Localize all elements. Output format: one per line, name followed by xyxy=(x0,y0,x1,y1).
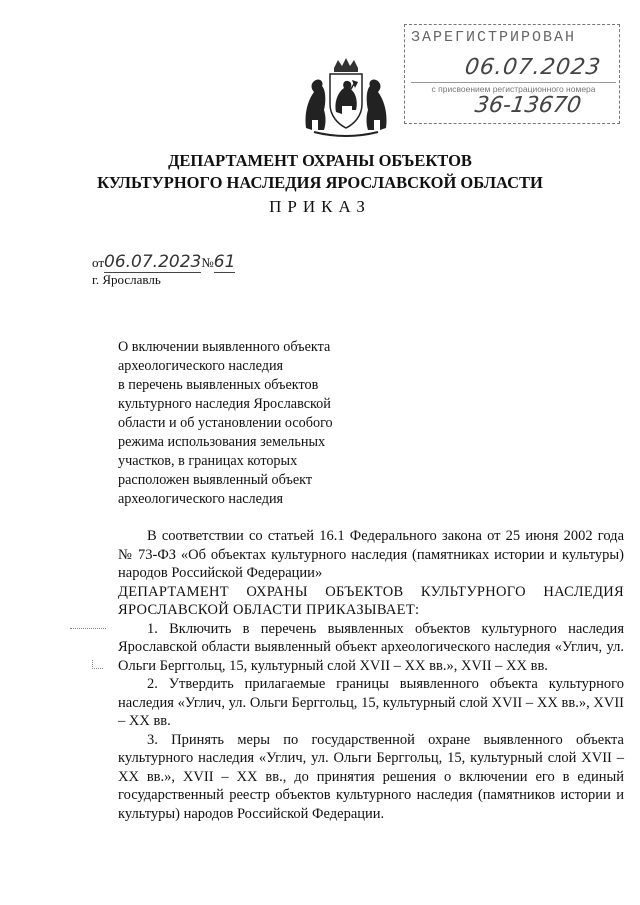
order-date-line xyxy=(92,252,235,272)
department-title xyxy=(60,150,580,194)
coat-of-arms-emblem xyxy=(300,58,392,138)
order-subject xyxy=(118,338,358,509)
document-type: ПРИКАЗ xyxy=(269,197,371,216)
subject-line: археологического наследия xyxy=(118,358,284,374)
department-line-2: КУЛЬТУРНОГО НАСЛЕДИЯ ЯРОСЛАВСКОЙ ОБЛАСТИ xyxy=(97,173,543,192)
order-item-3: 3. Принять меры по государственной охране выявленного объекта культурного наследия «Углич, ул. Ольги Берггольц, 15, культурный слой XVII – XX вв.», XVII – XX вв., до принятия решения о включении его в единый государственный реестр объектов культурного наследия (памятников истории и культуры) народов Российской Федерации. xyxy=(118,731,624,822)
margin-mark xyxy=(70,628,106,629)
subject-line: режима использования земельных xyxy=(118,434,326,450)
order-body xyxy=(118,527,624,823)
department-line-1: ДЕПАРТАМЕНТ ОХРАНЫ ОБЪЕКТОВ xyxy=(168,151,472,170)
stamp-date: 06.07.2023 xyxy=(463,55,603,80)
preamble-paragraph: В соответствии со статьей 16.1 Федерального закона от 25 июня 2002 года № 73-ФЗ «Об объектах культурного наследия (памятниках истории и культуры) народов Российской Федерации» xyxy=(118,528,624,581)
subject-line: археологического наследия xyxy=(118,491,284,507)
subject-line: в перечень выявленных объектов xyxy=(118,377,319,393)
subject-line: участков, в границах которых xyxy=(118,453,298,469)
order-item-2: 2. Утвердить прилагаемые границы выявленного объекта культурного наследия «Углич, ул. Ольги Берггольц, 15, культурный слой XVII – XX вв.», XVII – XX вв. xyxy=(118,676,624,729)
order-date: 06.07.2023 xyxy=(104,252,202,272)
date-prefix: от xyxy=(92,255,105,270)
subject-line: культурного наследия Ярославской xyxy=(118,396,331,412)
number-prefix: № xyxy=(201,255,214,270)
order-number: 61 xyxy=(213,252,236,272)
stamp-caption: с присвоением регистрационного номера xyxy=(411,82,616,94)
stamp-title: ЗАРЕГИСТРИРОВАН xyxy=(411,29,577,46)
order-item-1: 1. Включить в перечень выявленных объектов культурного наследия Ярославской области выявленный объект археологического наследия «Углич, ул. Ольги Берггольц, 15, культурный слой XVII – XX вв.», XVII – XX вв. xyxy=(118,620,624,674)
city: г. Ярославль xyxy=(92,272,161,287)
subject-line: О включении выявленного объекта xyxy=(118,339,331,355)
margin-mark xyxy=(92,660,103,669)
orders-statement: ДЕПАРТАМЕНТ ОХРАНЫ ОБЪЕКТОВ КУЛЬТУРНОГО НАСЛЕДИЯ ЯРОСЛАВСКОЙ ОБЛАСТИ ПРИКАЗЫВАЕТ: xyxy=(118,583,624,618)
subject-line: области и об установлении особого xyxy=(118,415,333,431)
registration-stamp xyxy=(404,24,620,124)
stamp-registration-number: 36-13670 xyxy=(473,93,583,118)
subject-line: расположен выявленный объект xyxy=(118,472,313,488)
